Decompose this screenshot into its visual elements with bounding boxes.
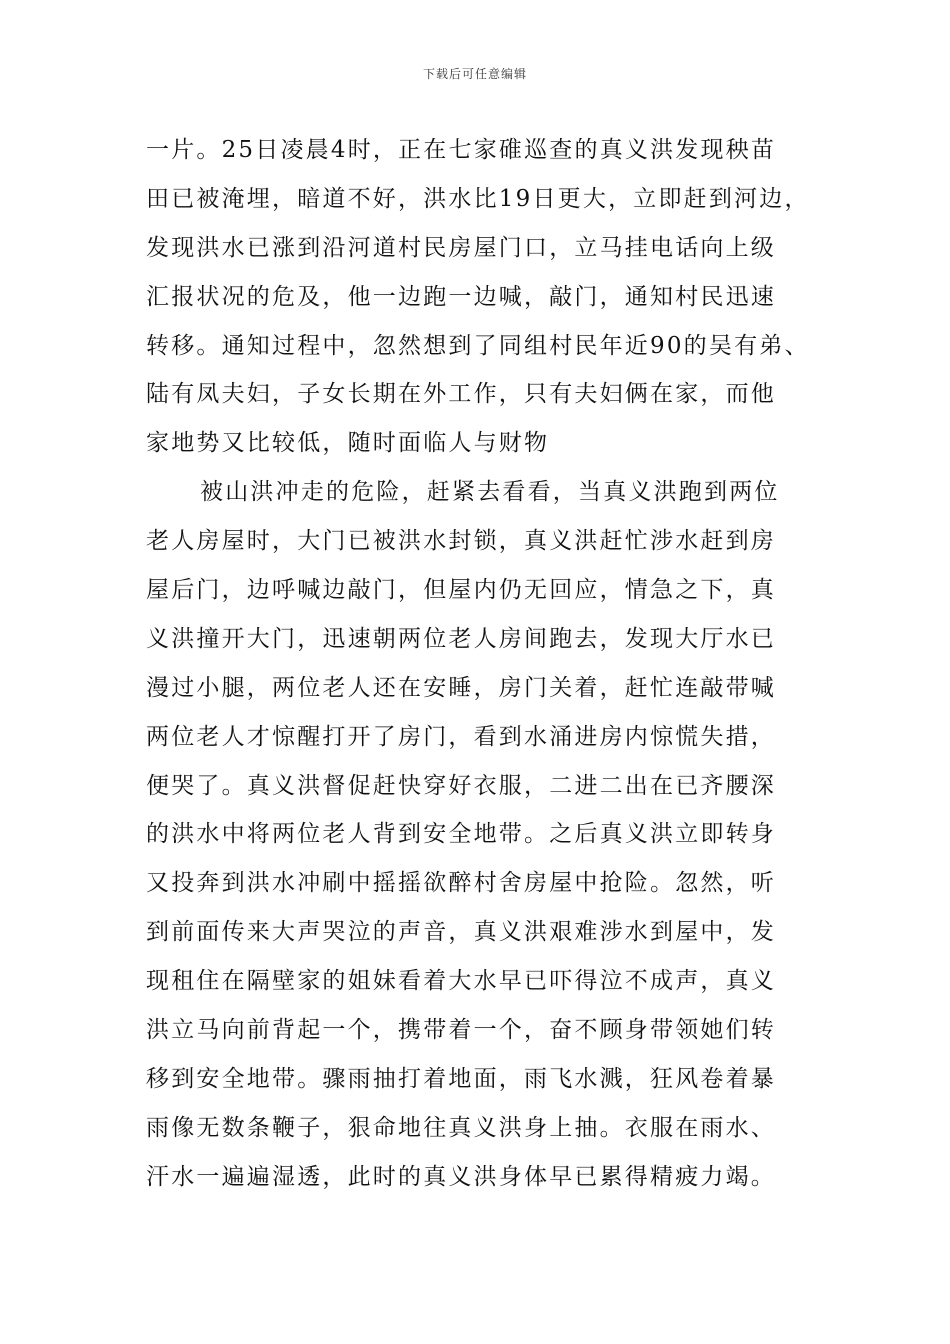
text-line-indented: 被山洪冲走的危险，赶紧去看看，当真义洪跑到两位 xyxy=(200,479,780,506)
text-line: 屋后门，边呼喊边敲门，但屋内仍无回应，情急之下，真 xyxy=(146,577,776,604)
text-line: 到前面传来大声哭泣的声音，真义洪艰难涉水到屋中，发 xyxy=(146,919,776,946)
text-line: 现租住在隔壁家的姐妹看着大水早已吓得泣不成声，真义 xyxy=(146,968,776,995)
text-line: 一片。25日凌晨4时，正在七家碓巡查的真义洪发现秧苗 xyxy=(146,137,777,163)
text-line: 陆有凤夫妇，子女长期在外工作，只有夫妇俩在家，而他 xyxy=(146,381,776,408)
text-line: 汇报状况的危及，他一边跑一边喊，敲门，通知村民迅速 xyxy=(146,283,776,310)
text-line: 便哭了。真义洪督促赶快穿好衣服，二进二出在已齐腰深 xyxy=(146,772,776,799)
paragraph-1 xyxy=(146,126,810,468)
text-line: 转移。通知过程中，忽然想到了同组村民年近90的吴有弟、 xyxy=(146,332,810,359)
text-line: 家地势又比较低，随时面临人与财物 xyxy=(146,430,550,457)
page-header: 下载后可任意编辑 xyxy=(422,67,527,81)
text-line: 移到安全地带。骤雨抽打着地面，雨飞水溅，狂风卷着暴 xyxy=(146,1065,776,1092)
text-line: 雨像无数条鞭子，狠命地往真义洪身上抽。衣服在雨水、 xyxy=(146,1114,776,1141)
text-line: 洪立马向前背起一个，携带着一个，奋不顾身带领她们转 xyxy=(146,1017,776,1044)
text-line: 两位老人才惊醒打开了房门，看到水涌进房内惊慌失措， xyxy=(146,723,776,750)
text-line: 发现洪水已涨到沿河道村民房屋门口，立马挂电话向上级 xyxy=(146,234,776,261)
text-line: 漫过小腿，两位老人还在安睡，房门关着，赶忙连敲带喊 xyxy=(146,674,776,701)
paragraph-2 xyxy=(146,468,810,1201)
text-line: 又投奔到洪水冲刷中摇摇欲醉村舍房屋中抢险。忽然，听 xyxy=(146,870,776,897)
text-line: 义洪撞开大门，迅速朝两位老人房间跑去，发现大厅水已 xyxy=(146,625,776,652)
document-body xyxy=(146,126,810,1202)
text-line: 老人房屋时，大门已被洪水封锁，真义洪赶忙涉水赶到房 xyxy=(146,528,776,555)
text-line: 的洪水中将两位老人背到安全地带。之后真义洪立即转身 xyxy=(146,821,776,848)
text-line: 田已被淹埋，暗道不好，洪水比19日更大，立即赶到河边， xyxy=(146,185,810,212)
text-line: 汗水一遍遍湿透，此时的真义洪身体早已累得精疲力竭。 xyxy=(146,1163,776,1190)
